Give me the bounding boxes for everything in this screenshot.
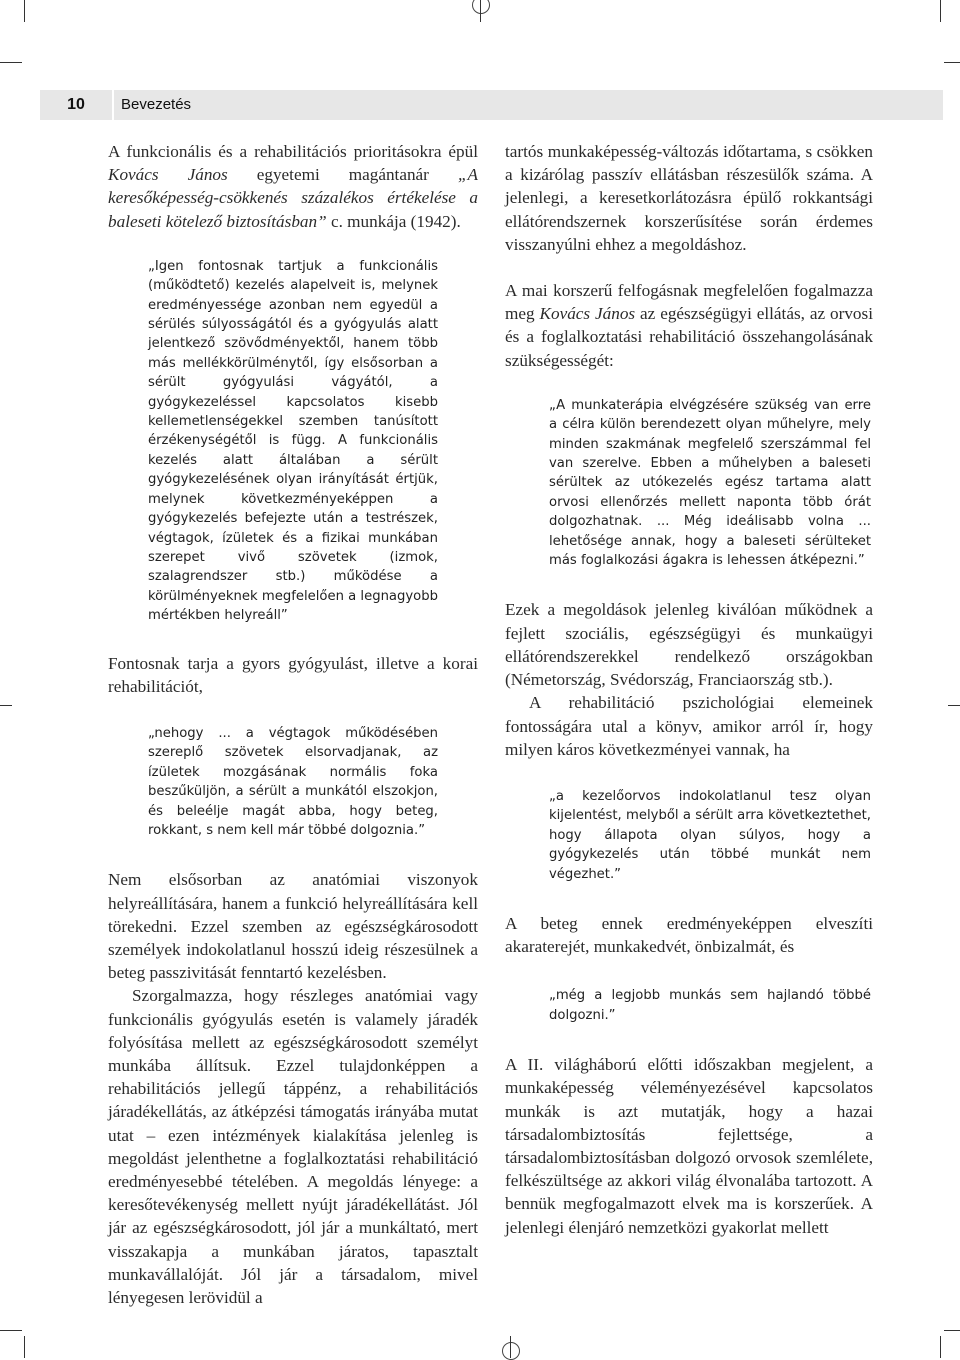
work-title: „A keresőképesség-csökkenés százalékos értékelése a baleseti kötelező biztosításban” bbox=[108, 165, 478, 231]
registration-line-top bbox=[480, 0, 481, 22]
block-quote-3: „A munkaterápia elvégzésére szükség van erre a célra külön berendezett olyan műhelyre, mely minden szakmának megfelelő szerszámmal fel van szerelve. Ebben a műhelyben a baleseti sérültek az utókezelés egész tartama alatt orvosi ellenőrzés mellett naponta több órát dolgozhatnak. ... Még ideálisabb volna ... lehetősége annak, hogy a baleseti sérülteket más foglalkozási ágakra is lehessen átképezni.” bbox=[549, 397, 871, 569]
author-name: Kovács János bbox=[108, 165, 228, 185]
right-paragraph-2: A mai korszerű felfogásnak megfelelően fogalmazza meg Kovács János az egészségügyi ellátás, az orvosi és a foglalkoztatási rehabilitáció összehangolásának szükségességét: bbox=[505, 281, 873, 370]
author-name: Kovács János bbox=[539, 304, 636, 324]
crop-mark-right-mid bbox=[948, 705, 960, 706]
left-paragraph-4: Szorgalmazza, hogy részleges anatómiai vagy funkcionális gyógyulás esetén is valamely járadék folyósítása mellett az egészségkárosodott személyt munkába állítsuk. Ezzel tulajdonképpen a rehabilitációs jellegű táppénz, a rehabilitációs járadékellátás, az átképzési támogatás irányába mutat utat – ezen intézmények kialakítása jelenleg is megoldást jelenthetne a foglalkoztatási rehabilitáció eredményesebbé tételében. A megoldás lényege: a keresőtevékenység mellett nyújt járadékellátást. Jól jár az egészségkárosodott, jól jár a munkáltató, mert visszakapja a munkában járatos, tapasztalt munkavállalóját. Jól jár a társadalom, mivel lényegesen lerövidül a bbox=[108, 986, 478, 1308]
crop-mark-top-left-v bbox=[24, 0, 25, 22]
left-paragraph-2: Fontosnak tarja a gyors gyógyulást, illetve a korai rehabilitációt, bbox=[108, 653, 478, 696]
block-quote-1: „Igen fontosnak tartjuk a funkcionális (működtető) kezelés alapelveit is, melynek eredményessége azonban nem egyedül a sérülés súlyosságától és a gyógyulás alatt jelentkező szövődményektől, hanem több más mellékkörülménytől, így elsősorban a sérült gyógyulási vágyától, a gyógykezeléssel kapcsolatos kisebb kellemetlenségekkel szemben tanúsított érzékenységétől is függ. A funkcionális kezelés alatt általában a sérült gyógykezelésének olyan irányítását értjük, melynek következményeképpen a gyógykezelés befejezte után a testrészek, végtagok, ízületek és a fizikai munkában szerepet vivő szövetek (izmok, szalagrendszer stb.) működése a körülményeknek megfelelően a legnagyobb mértékben helyreáll” bbox=[148, 258, 438, 624]
crop-mark-top-right-h bbox=[944, 62, 960, 63]
registration-line-bottom bbox=[510, 1336, 511, 1358]
crop-mark-bottom-left-h bbox=[0, 1330, 22, 1331]
right-paragraph-3: Ezek a megoldások jelenleg kiválóan működnek a fejlett szociális, egészségügyi és munkaügyi ellátórendszerekkel rendelkező országokban (Németország, Svédország, Franciaország stb.). bbox=[505, 600, 873, 690]
right-paragraph-6: A II. világháború előtti időszakban megjelent, a munkaképesség véleményezésével kapcsolatos munkák is azt mutatják, hogy a hazai társadalombiztosítás fejlettsége, a társadalombiztosításban dolgozó orvosok szemlélete, felkészültsége az akkori világ élvonalába tartozott. A bennük megfogalmazott elvek ma is korszerűek. A jelenlegi élenjáró nemzetközi gyakorlat mellett bbox=[505, 1055, 873, 1237]
right-paragraph-5: A beteg ennek eredményeképpen elveszíti akaraterejét, munkakedvét, önbizalmát, és bbox=[505, 913, 873, 957]
registration-mark-bottom bbox=[502, 1342, 520, 1360]
block-quote-5: „még a legjobb munkás sem hajlandó többé dolgozni.” bbox=[549, 988, 871, 1023]
header-divider bbox=[112, 90, 114, 120]
crop-mark-top-left-h bbox=[0, 62, 22, 63]
left-paragraph-3: Nem elsősorban az anatómiai viszonyok helyreállítására, hanem a funkció helyreállítására kell törekedni. Ezzel szemben az egészségkárosodott személyek indokolatlanul hosszú ideig részesülnek a beteg passzivitását fenntartó kezelésben. bbox=[108, 870, 478, 983]
crop-mark-left-mid bbox=[0, 705, 12, 706]
crop-mark-bottom-right-h bbox=[944, 1330, 960, 1331]
right-column bbox=[505, 140, 873, 1239]
block-quote-2: „nehogy ... a végtagok működésében szereplő szövetek elsorvadjanak, az ízületek mozgásának normális foka beszűküljön, a sérült a munkától elszokjon, és beleélje magát abba, hogy beteg, rokkant, s nem kell már többé dolgoznia.” bbox=[148, 725, 438, 838]
registration-mark-top bbox=[472, 0, 490, 14]
section-title: Bevezetés bbox=[121, 96, 192, 113]
left-column bbox=[108, 140, 478, 1309]
right-paragraph-4: A rehabilitáció pszichológiai elemeinek fontosságára utal a könyv, amikor arról ír, hogy milyen káros következményei vannak, ha bbox=[505, 693, 873, 759]
crop-mark-bottom-right-v bbox=[940, 1336, 941, 1358]
left-paragraph-1: A funkcionális és a rehabilitációs prioritásokra épül Kovács János egyetemi magántanár „A keresőképesség-csökkenés százalékos értékelése a baleseti kötelező biztosításban” c. munkája (1942). bbox=[108, 142, 478, 231]
block-quote-4: „a kezelőorvos indokolatlanul tesz olyan kijelentést, melyből a sérült arra következtethet, hogy állapota olyan súlyos, hogy a gyógykezelés után többé munkát nem végezhet.” bbox=[549, 788, 871, 882]
crop-mark-top-right-v bbox=[940, 0, 941, 22]
right-paragraph-1: tartós munkaképesség-változás időtartama, s csökken a kizárólag passzív ellátásban részesülők száma. A jelenlegi, a keresetkorlátozásra épülő rokkantsági ellátórendszernek korszerűsítése során érdemes visszanyúlni ehhez a megoldáshoz. bbox=[505, 142, 873, 254]
page-number: 10 bbox=[67, 96, 85, 113]
crop-mark-bottom-left-v bbox=[24, 1336, 25, 1358]
